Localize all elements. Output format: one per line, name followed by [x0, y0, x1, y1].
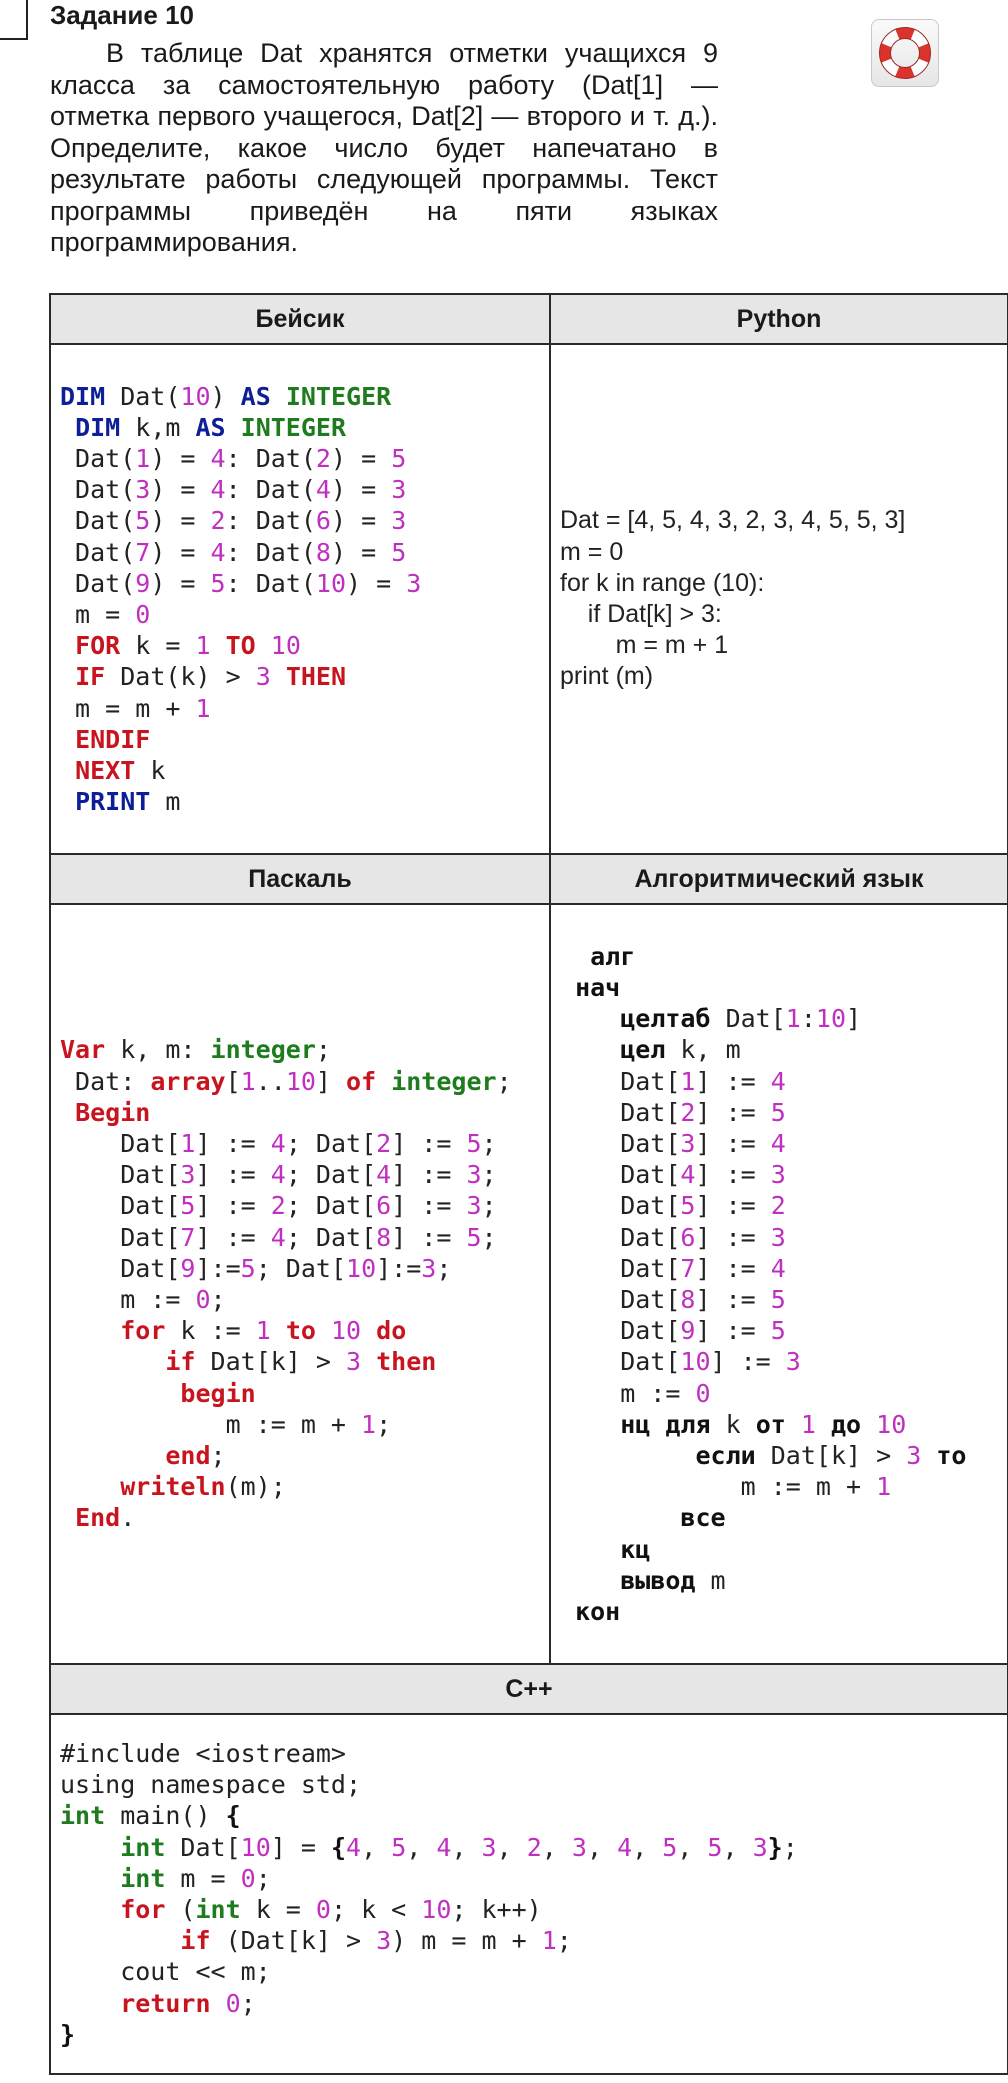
cell-pascal: [50, 904, 550, 1664]
code-line: Dat[10] := 3: [560, 1347, 801, 1377]
code-line: Dat = [4, 5, 4, 3, 2, 3, 4, 5, 5, 3]: [560, 506, 906, 535]
code-line: вывод m: [620, 1565, 726, 1595]
code-line: m = m + 1: [60, 693, 211, 723]
code-line: Dat[2] := 5: [560, 1097, 786, 1127]
code-table: [49, 293, 1008, 2075]
code-line: m := m + 1;: [60, 1409, 392, 1439]
code-line: Dat(3) = 4: Dat(4) = 3: [60, 475, 407, 505]
code-line: NEXT k: [75, 756, 166, 786]
code-line: Dat[1] := 4; Dat[2] := 5;: [60, 1128, 497, 1158]
help-button[interactable]: [871, 19, 939, 87]
code-line: DIM k,m AS INTEGER: [75, 412, 347, 442]
cell-algo: [550, 904, 1008, 1664]
code-line: Dat[7] := 4: [560, 1253, 786, 1283]
code-line: цел k, m: [620, 1035, 741, 1065]
code-line: Dat[4] := 3: [560, 1160, 786, 1190]
code-line: IF Dat(k) > 3 THEN: [75, 662, 347, 692]
code-line: int m = 0;: [120, 1863, 271, 1893]
code-line: ENDIF: [75, 724, 151, 754]
code-line: DIM Dat(10) AS INTEGER: [60, 381, 392, 411]
code-line: m := 0: [560, 1378, 711, 1408]
code-line: for (int k = 0; k < 10; k++): [120, 1895, 542, 1924]
code-line: PRINT m: [75, 787, 181, 817]
code-line: Dat[6] := 3: [560, 1222, 786, 1252]
task-corner-marker: [0, 0, 28, 40]
header-pascal: Паскаль: [50, 854, 550, 904]
code-line: Dat[1] := 4: [560, 1066, 786, 1096]
code-line: нц для k от 1 до 10: [620, 1409, 907, 1439]
code-line: Dat(7) = 4: Dat(8) = 5: [60, 537, 407, 567]
code-line: begin: [180, 1378, 256, 1408]
task-title: Задание 10: [50, 0, 195, 30]
code-line: m = 0: [560, 537, 624, 566]
code-basic: [60, 381, 549, 818]
code-line: if Dat[k] > 3:: [560, 600, 722, 628]
task-statement-text: В таблице Dat хранятся отметки учащихся 9 класса за самостоятельную работу (Dat[1] — отметка первого учащегося, Dat[2] — второго и т. д.). Определите, какое число будет напечатано в результате работы следующей программы. Текст программы приведён на пяти языках программирования.: [50, 38, 718, 257]
header-python: Python: [550, 294, 1008, 344]
code-pascal: [60, 1034, 549, 1533]
code-line: Dat(5) = 2: Dat(6) = 3: [60, 506, 407, 536]
code-line: все: [680, 1503, 726, 1533]
code-line: cout << m;: [60, 1957, 271, 1987]
code-line: нач: [575, 972, 621, 1002]
code-line: if (Dat[k] > 3) m = m + 1;: [180, 1926, 572, 1956]
header-cpp: C++: [50, 1664, 1008, 1714]
code-line: for k := 1 to 10 do: [120, 1316, 407, 1346]
header-algo: Алгоритмический язык: [550, 854, 1008, 904]
code-line: m = 0: [60, 600, 151, 629]
code-line: Dat[8] := 5: [560, 1285, 786, 1314]
code-line: Dat[9]:=5; Dat[10]:=3;: [60, 1253, 452, 1283]
code-line: m := m + 1: [560, 1472, 892, 1502]
code-line: целтаб Dat[1:10]: [620, 1004, 862, 1034]
code-line: Dat[3] := 4: [560, 1128, 786, 1158]
code-line: Dat(1) = 4: Dat(2) = 5: [60, 443, 407, 473]
code-line: return 0;: [120, 1988, 256, 2018]
code-line: end;: [165, 1441, 226, 1471]
task-statement: [50, 38, 718, 259]
code-algo: [560, 941, 1007, 1627]
code-line: if Dat[k] > 3 then: [165, 1347, 437, 1377]
code-line: print (m): [560, 662, 654, 691]
lifebuoy-icon: [879, 27, 931, 79]
code-line: Dat[9] := 5: [560, 1316, 786, 1346]
code-line: FOR k = 1 TO 10: [75, 631, 301, 661]
code-line: Dat: array[1..10] of integer;: [60, 1066, 512, 1096]
code-line: Dat[5] := 2: [560, 1191, 786, 1221]
code-line: m = m + 1: [560, 631, 729, 660]
code-line: int Dat[10] = {4, 5, 4, 3, 2, 3, 4, 5, 5, 3};: [120, 1832, 798, 1862]
code-line: #include <iostream>: [60, 1738, 346, 1768]
code-line: кц: [620, 1534, 651, 1564]
code-cpp: [60, 1738, 1007, 2050]
code-line: for k in range (10):: [560, 568, 765, 597]
code-python: [560, 505, 1007, 692]
code-line: кон: [575, 1597, 621, 1627]
code-line: алг: [590, 941, 636, 971]
code-line: Dat[7] := 4; Dat[8] := 5;: [60, 1222, 497, 1252]
cell-python: [550, 344, 1008, 854]
code-line: Dat[5] := 2; Dat[6] := 3;: [60, 1191, 497, 1221]
code-line: Dat[3] := 4; Dat[4] := 3;: [60, 1160, 497, 1190]
code-line: Begin: [75, 1097, 151, 1127]
code-line: если Dat[k] > 3 то: [695, 1441, 967, 1471]
code-line: }: [60, 2019, 76, 2049]
cell-basic: [50, 344, 550, 854]
code-line: Dat(9) = 5: Dat(10) = 3: [60, 568, 422, 598]
code-line: m := 0;: [60, 1285, 226, 1314]
code-line: int main() {: [60, 1801, 241, 1831]
code-line: Var k, m: integer;: [60, 1035, 331, 1065]
code-line: using namespace std;: [60, 1770, 362, 1800]
code-line: End.: [75, 1503, 136, 1533]
header-basic: Бейсик: [50, 294, 550, 344]
code-line: writeln(m);: [120, 1472, 286, 1502]
cell-cpp: [50, 1714, 1008, 2074]
